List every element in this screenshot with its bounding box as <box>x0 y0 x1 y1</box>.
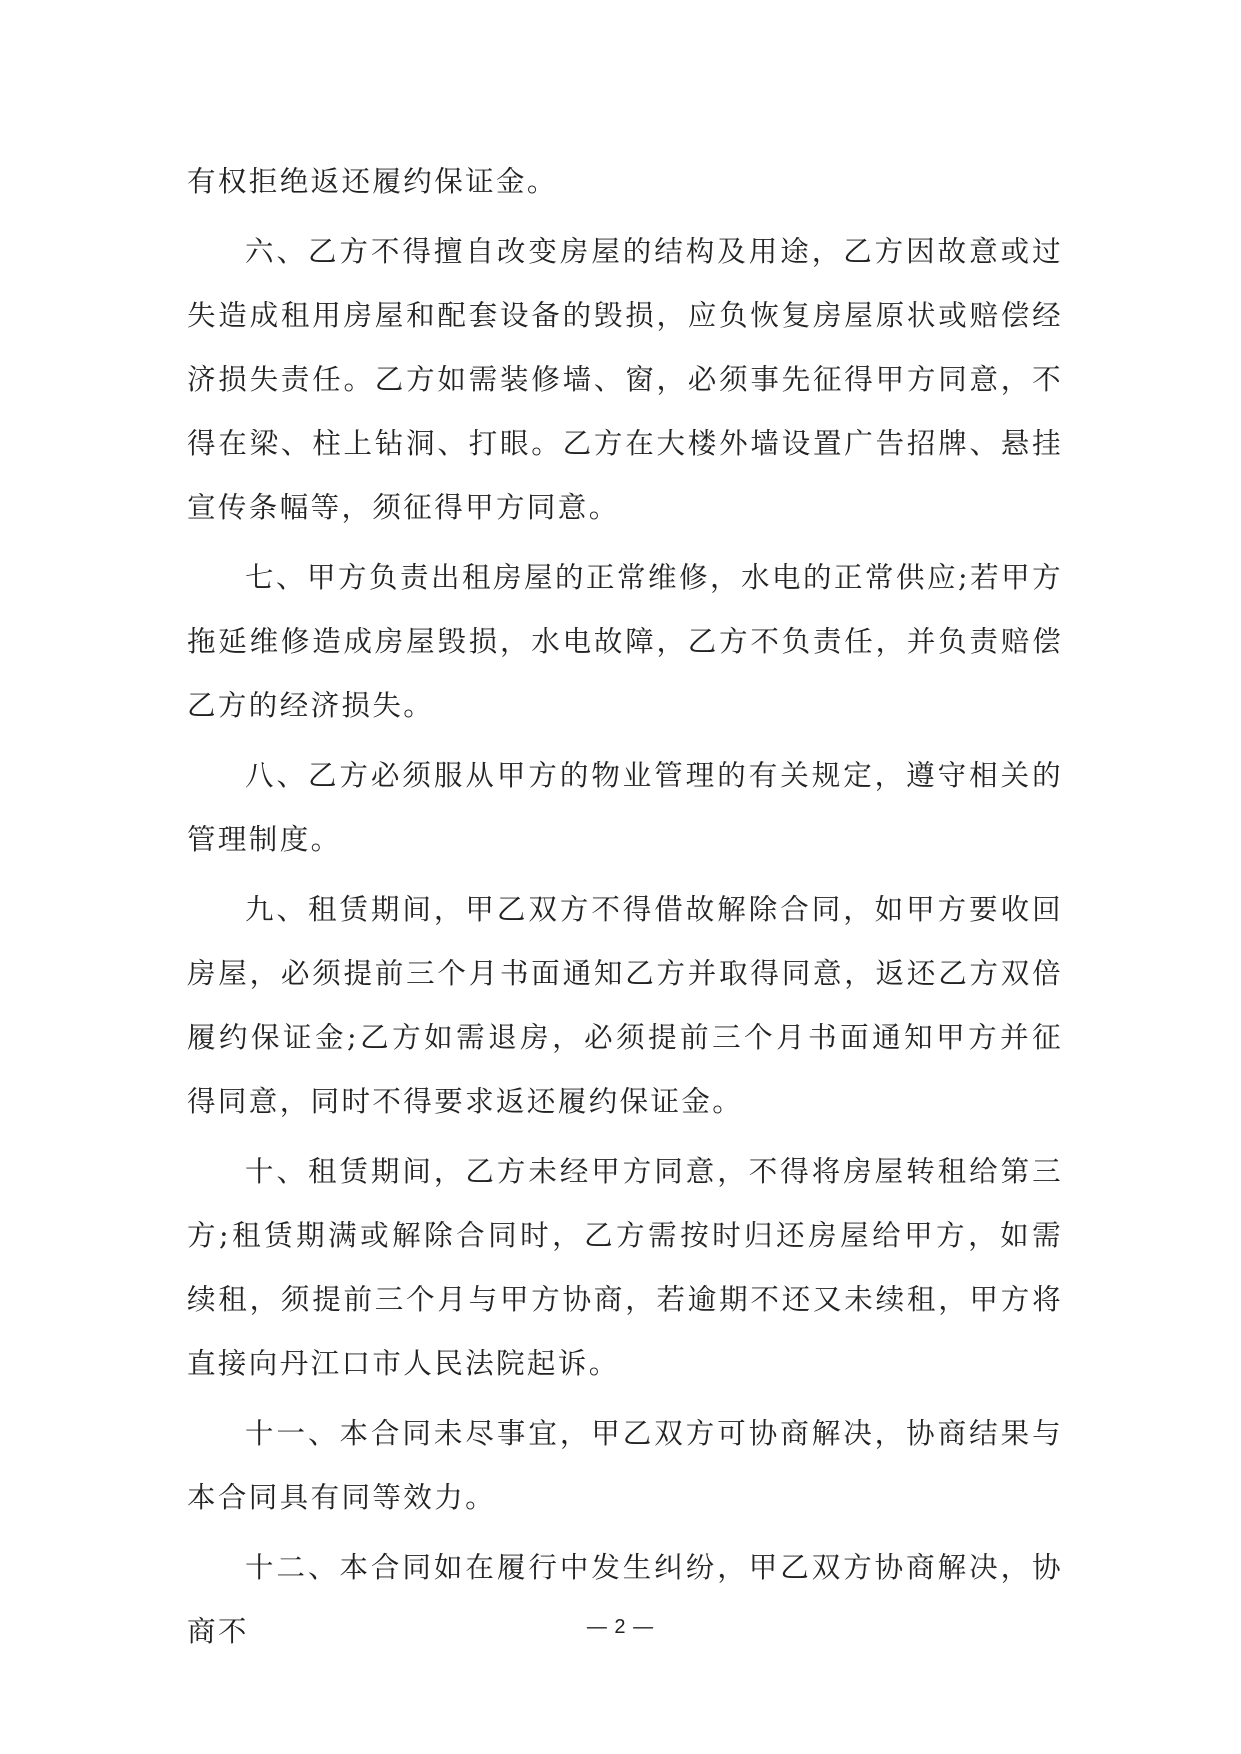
page-number: — 2 — <box>586 1616 655 1638</box>
clause-7: 七、甲方负责出租房屋的正常维修，水电的正常供应;若甲方拖延维修造成房屋毁损，水电故障，乙方不负责任，并负责赔偿乙方的经济损失。 <box>187 561 1063 722</box>
document-body <box>187 150 1063 1664</box>
clause-12: 十二、本合同如在履行中发生纠纷，甲乙双方协商解决，协商不 <box>187 1551 1063 1648</box>
clause-8: 八、乙方必须服从甲方的物业管理的有关规定，遵守相关的管理制度。 <box>187 759 1063 856</box>
clause-9: 九、租赁期间，甲乙双方不得借故解除合同，如甲方要收回房屋，必须提前三个月书面通知乙方并取得同意，返还乙方双倍履约保证金;乙方如需退房，必须提前三个月书面通知甲方并征得同意，同时不得要求返还履约保证金。 <box>187 893 1063 1118</box>
clause-6: 六、乙方不得擅自改变房屋的结构及用途，乙方因故意或过失造成租用房屋和配套设备的毁损，应负恢复房屋原状或赔偿经济损失责任。乙方如需装修墙、窗，必须事先征得甲方同意，不得在梁、柱上钻洞、打眼。乙方在大楼外墙设置广告招牌、悬挂宣传条幅等，须征得甲方同意。 <box>187 235 1063 524</box>
clause-11: 十一、本合同未尽事宜，甲乙双方可协商解决，协商结果与本合同具有同等效力。 <box>187 1417 1063 1514</box>
clause-10: 十、租赁期间，乙方未经甲方同意，不得将房屋转租给第三方;租赁期满或解除合同时，乙方需按时归还房屋给甲方，如需续租，须提前三个月与甲方协商，若逾期不还又未续租，甲方将直接向丹江口市人民法院起诉。 <box>187 1155 1063 1380</box>
paragraph-continuation: 有权拒绝返还履约保证金。 <box>187 165 558 198</box>
